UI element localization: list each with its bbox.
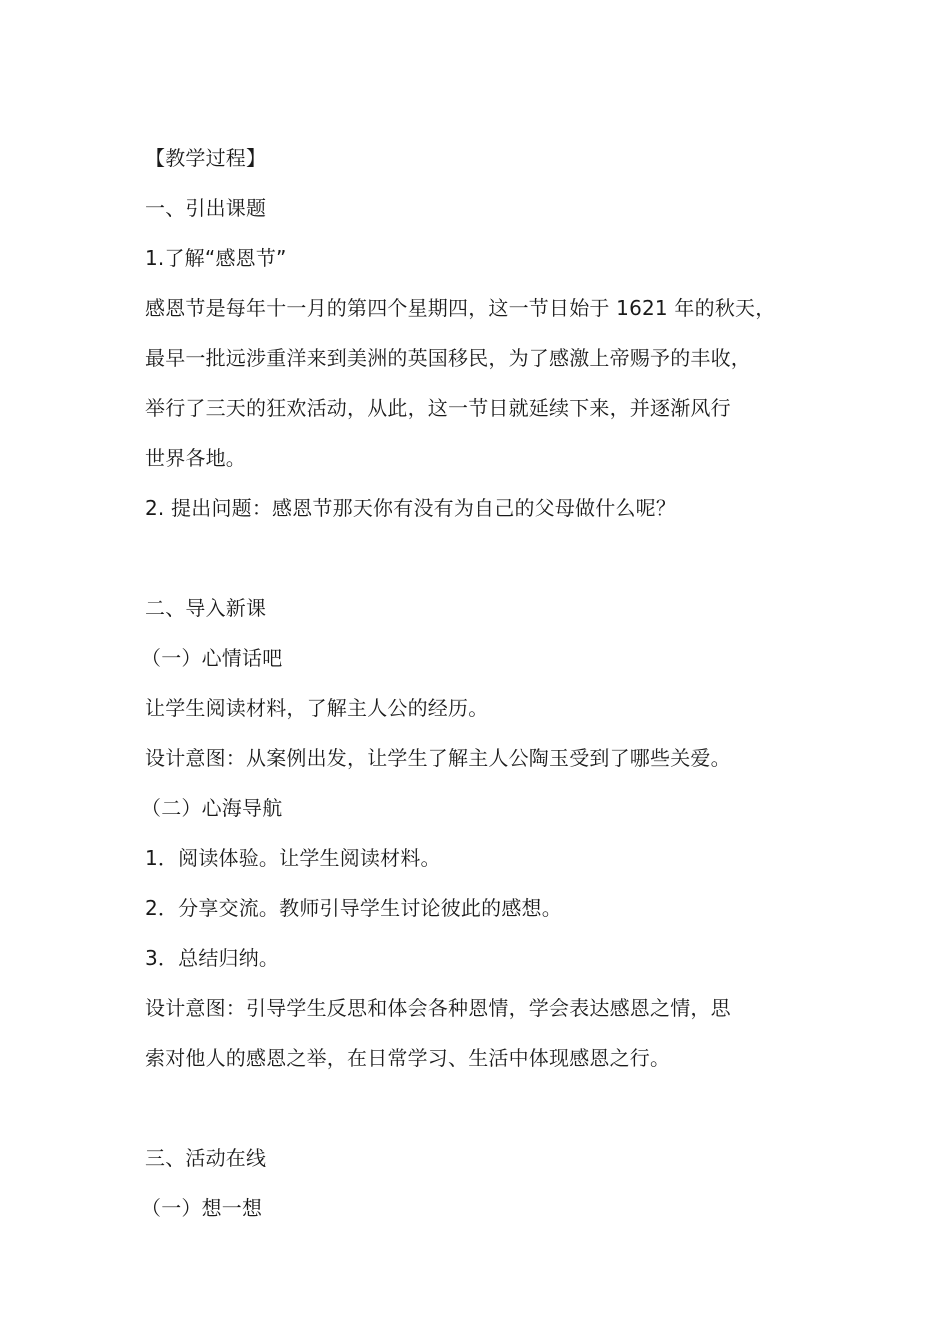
subheading-thanksgiving: 1.了解“感恩节” — [145, 246, 287, 270]
list-item: 1．阅读体验。让学生阅读材料。 — [145, 846, 441, 870]
heading-introduce-topic: 一、引出课题 — [145, 196, 267, 220]
design-intent-line: 设计意图：从案例出发，让学生了解主人公陶玉受到了哪些关爱。 — [145, 746, 731, 770]
paragraph-line: 让学生阅读材料，了解主人公的经历。 — [145, 696, 489, 720]
list-item: 3．总结归纳。 — [145, 946, 280, 970]
paragraph-line: 感恩节是每年十一月的第四个星期四，这一节日始于 1621 年的秋天， — [145, 296, 776, 320]
paragraph-line: 世界各地。 — [145, 446, 246, 470]
list-item: 2．分享交流。教师引导学生讨论彼此的感想。 — [145, 896, 562, 920]
section-header-teaching-process: 【教学过程】 — [145, 146, 267, 170]
design-intent-line: 设计意图：引导学生反思和体会各种恩情，学会表达感恩之情，思 — [145, 996, 731, 1020]
paragraph-line: 举行了三天的狂欢活动，从此，这一节日就延续下来，并逐渐风行 — [145, 396, 731, 420]
heading-new-lesson: 二、导入新课 — [145, 596, 267, 620]
blank-line — [145, 1083, 835, 1133]
subheading-heart-navigation: （二）心海导航 — [141, 796, 283, 820]
paragraph-line: 索对他人的感恩之举，在日常学习、生活中体现感恩之行。 — [145, 1046, 671, 1070]
document-body — [141, 133, 835, 1233]
question-line: 2. 提出问题：感恩节那天你有没有为自己的父母做什么呢？ — [145, 496, 677, 520]
paragraph-line: 最早一批远涉重洋来到美洲的英国移民，为了感激上帝赐予的丰收， — [145, 346, 751, 370]
subheading-think: （一）想一想 — [141, 1196, 263, 1220]
subheading-mood-talk: （一）心情话吧 — [141, 646, 283, 670]
heading-activities-online: 三、活动在线 — [145, 1146, 267, 1170]
blank-line — [145, 533, 835, 583]
